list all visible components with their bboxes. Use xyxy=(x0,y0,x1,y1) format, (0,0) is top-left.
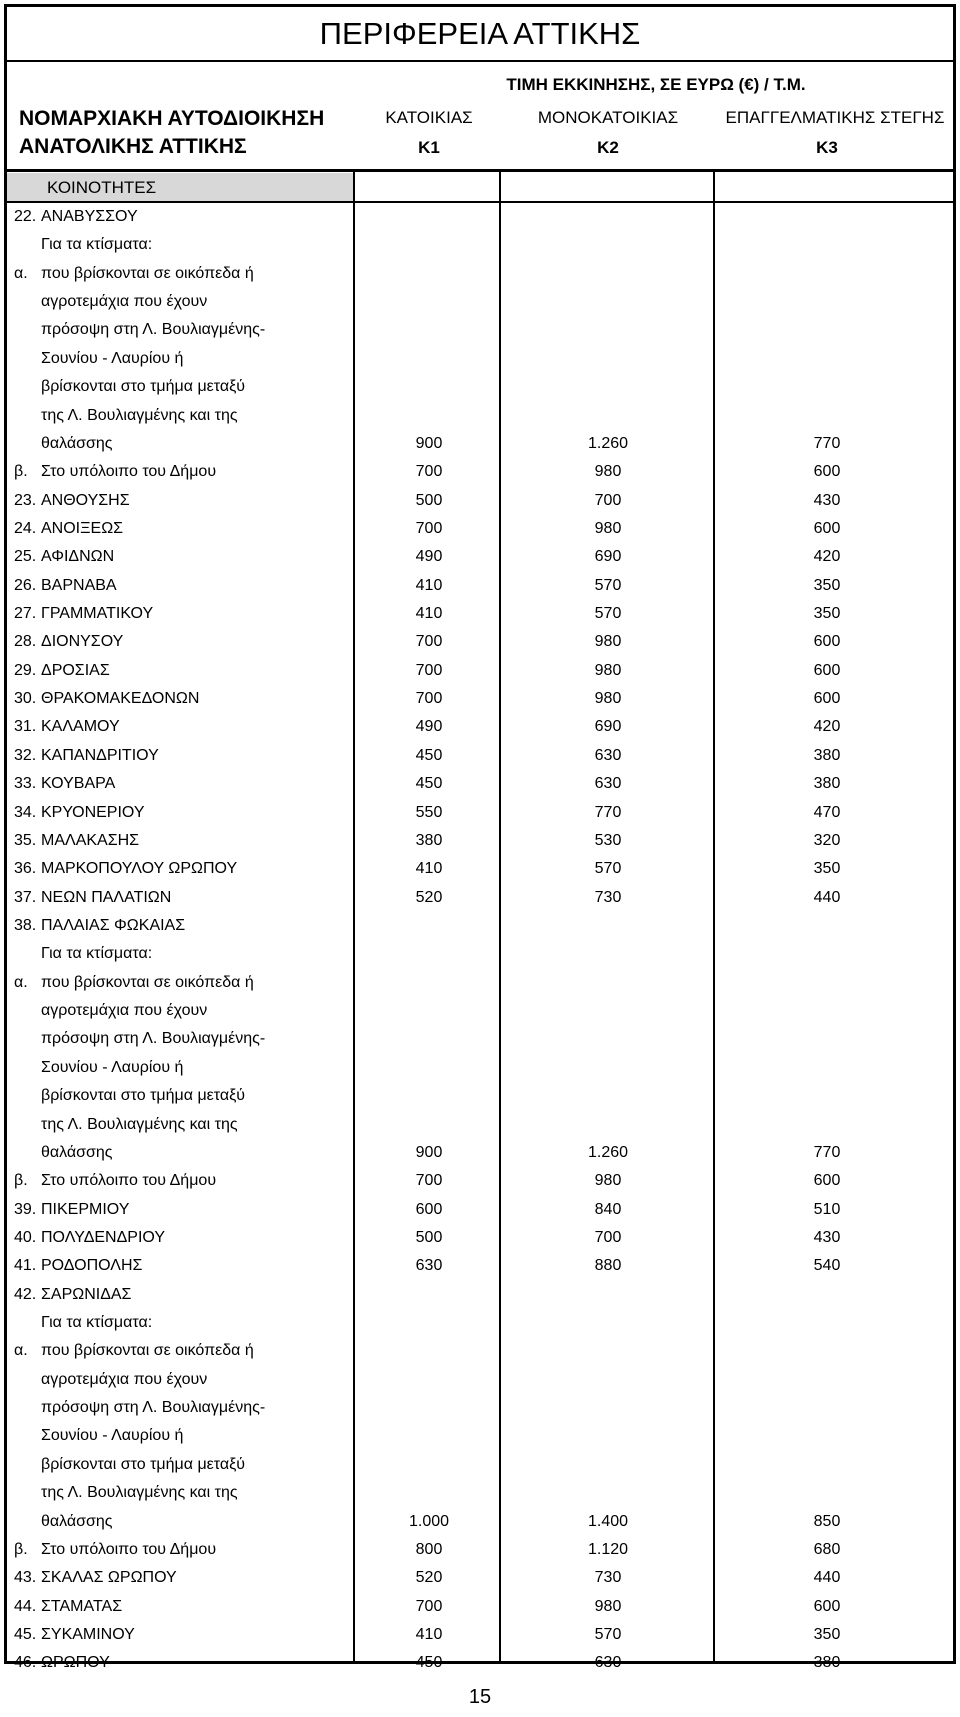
value-k3: 350 xyxy=(813,576,841,594)
table-row xyxy=(7,685,953,713)
value-k2: 630 xyxy=(594,746,622,764)
value-k3: 380 xyxy=(813,775,841,793)
value-k2: 690 xyxy=(594,718,622,736)
price-title: ΤΙΜΗ ΕΚΚΙΝΗΣΗΣ, ΣΕ ΕΥΡΩ (€) / Τ.Μ. xyxy=(506,75,806,94)
row-label: της Λ. Βουλιαγμένης και της xyxy=(41,1115,238,1133)
value-k3: 440 xyxy=(813,888,841,906)
table-row xyxy=(7,572,953,600)
table-row xyxy=(7,1139,953,1167)
table-row xyxy=(7,940,953,968)
value-k2: 980 xyxy=(594,519,622,537)
table-row xyxy=(7,827,953,855)
row-number: 30. xyxy=(14,690,37,708)
table-row xyxy=(7,1479,953,1507)
row-label: ΓΡΑΜΜΑΤΙΚΟΥ xyxy=(41,605,154,623)
table-row xyxy=(7,487,953,515)
row-label: Σουνίου - Λαυρίου ή xyxy=(41,1427,184,1445)
table-row xyxy=(7,1366,953,1394)
table-row xyxy=(7,799,953,827)
row-number: 22. xyxy=(14,208,37,225)
row-label: ΚΡΥΟΝΕΡΙΟΥ xyxy=(41,803,145,821)
table-row xyxy=(7,373,953,401)
value-k1: 490 xyxy=(415,718,443,736)
row-label: ΜΑΡΚΟΠΟΥΛΟΥ ΩΡΩΠΟΥ xyxy=(41,860,238,878)
table-row xyxy=(7,855,953,883)
row-number: 26. xyxy=(14,576,37,594)
value-k3: 350 xyxy=(813,605,841,623)
row-label: που βρίσκονται σε οικόπεδα ή xyxy=(41,264,254,282)
value-k2: 980 xyxy=(594,690,622,708)
row-label: ΑΝΘΟΥΣΗΣ xyxy=(41,491,130,509)
col1-code: Κ1 xyxy=(418,138,440,157)
table-row xyxy=(7,657,953,685)
row-number: 40. xyxy=(14,1228,37,1246)
value-k2: 570 xyxy=(594,576,622,594)
row-number: 41. xyxy=(14,1257,37,1275)
table-row xyxy=(7,1025,953,1053)
table-row xyxy=(7,1054,953,1082)
value-k3: 600 xyxy=(813,633,841,651)
value-k1: 700 xyxy=(415,633,443,651)
value-k3: 600 xyxy=(813,661,841,679)
value-k3: 600 xyxy=(813,519,841,537)
value-k3: 770 xyxy=(813,1143,841,1161)
row-label: ΑΦΙΔΝΩΝ xyxy=(41,548,115,566)
value-k3: 850 xyxy=(813,1512,841,1530)
table-row xyxy=(7,1422,953,1450)
value-k2: 980 xyxy=(594,1172,622,1190)
value-k2: 880 xyxy=(594,1257,622,1275)
row-number: 27. xyxy=(14,605,37,623)
row-label: ΚΑΛΑΜΟΥ xyxy=(41,718,120,736)
value-k1: 800 xyxy=(415,1540,443,1558)
value-k2: 730 xyxy=(594,1569,622,1587)
row-number: 34. xyxy=(14,803,37,821)
table-row xyxy=(7,316,953,344)
value-k2: 690 xyxy=(594,548,622,566)
row-label: Για τα κτίσματα: xyxy=(41,945,153,963)
row-label: ΠΟΛΥΔΕΝΔΡΙΟΥ xyxy=(41,1228,166,1246)
value-k2: 570 xyxy=(594,1625,622,1643)
header-divider-top xyxy=(7,60,953,62)
row-number: 44. xyxy=(14,1597,37,1615)
row-label: Σουνίου - Λαυρίου ή xyxy=(41,1058,184,1076)
row-label: ΔΡΟΣΙΑΣ xyxy=(41,661,110,679)
table-row xyxy=(7,912,953,940)
table-row xyxy=(7,713,953,741)
row-label: βρίσκονται στο τμήμα μεταξύ xyxy=(41,1455,246,1473)
value-k1: 410 xyxy=(415,576,443,594)
table-row xyxy=(7,884,953,912)
row-label: της Λ. Βουλιαγμένης και της xyxy=(41,1484,238,1502)
row-number: 32. xyxy=(14,746,37,764)
value-k3: 680 xyxy=(813,1540,841,1558)
table-row xyxy=(7,260,953,288)
row-label: Σουνίου - Λαυρίου ή xyxy=(41,349,184,367)
row-label: ΣΥΚΑΜΙΝΟΥ xyxy=(41,1625,135,1643)
value-k1: 450 xyxy=(415,775,443,793)
value-k1: 700 xyxy=(415,690,443,708)
row-label: πρόσοψη στη Λ. Βουλιαγμένης- xyxy=(41,1030,266,1048)
value-k3: 440 xyxy=(813,1569,841,1587)
price-table-frame xyxy=(4,4,956,1672)
table-row xyxy=(7,600,953,628)
row-label: της Λ. Βουλιαγμένης και της xyxy=(41,406,238,424)
row-number: 29. xyxy=(14,661,37,679)
table-row xyxy=(7,430,953,458)
region-title: ΠΕΡΙΦΕΡΕΙΑ ΑΤΤΙΚΗΣ xyxy=(319,16,641,51)
value-k2: 1.260 xyxy=(587,434,629,452)
table-row xyxy=(7,1451,953,1479)
row-number: α. xyxy=(14,264,28,282)
table-row xyxy=(7,515,953,543)
value-k2: 1.260 xyxy=(587,1143,629,1161)
table-row xyxy=(7,969,953,997)
value-k2: 980 xyxy=(594,463,622,481)
row-number: 24. xyxy=(14,519,37,537)
table-row xyxy=(7,1281,953,1309)
row-number: β. xyxy=(14,1540,28,1558)
value-k1: 630 xyxy=(415,1257,443,1275)
row-label: ΣΤΑΜΑΤΑΣ xyxy=(41,1597,123,1615)
value-k1: 380 xyxy=(415,831,443,849)
value-k2: 1.120 xyxy=(587,1540,629,1558)
table-row xyxy=(7,1196,953,1224)
row-label: ΝΕΩΝ ΠΑΛΑΤΙΩΝ xyxy=(41,888,172,906)
value-k3: 320 xyxy=(813,831,841,849)
row-label: βρίσκονται στο τμήμα μεταξύ xyxy=(41,378,246,396)
row-label: ΩΡΩΠΟΥ xyxy=(41,1654,110,1672)
row-label: Στο υπόλοιπο του Δήμου xyxy=(41,1540,217,1558)
row-number: 37. xyxy=(14,888,37,906)
row-label: ΜΑΛΑΚΑΣΗΣ xyxy=(41,831,140,849)
value-k1: 900 xyxy=(415,434,443,452)
value-k3: 430 xyxy=(813,491,841,509)
value-k1: 500 xyxy=(415,1228,443,1246)
table-row xyxy=(7,742,953,770)
row-label: αγροτεμάχια που έχουν xyxy=(41,1002,208,1020)
value-k1: 1.000 xyxy=(408,1512,450,1530)
value-k2: 630 xyxy=(594,1654,622,1672)
row-number: α. xyxy=(14,1342,28,1360)
table-row xyxy=(7,543,953,571)
row-number: 35. xyxy=(14,831,37,849)
authority-title-line2: ΑΝΑΤΟΛΙΚΗΣ ΑΤΤΙΚΗΣ xyxy=(19,135,247,158)
value-k3: 380 xyxy=(813,746,841,764)
value-k3: 350 xyxy=(813,1625,841,1643)
table-row xyxy=(7,1309,953,1337)
value-k1: 600 xyxy=(415,1200,443,1218)
row-number: 39. xyxy=(14,1200,37,1218)
table-row xyxy=(7,1536,953,1564)
value-k1: 410 xyxy=(415,605,443,623)
row-label: ΣΚΑΛΑΣ ΩΡΩΠΟΥ xyxy=(41,1569,177,1587)
value-k3: 470 xyxy=(813,803,841,821)
table-row xyxy=(7,402,953,430)
value-k2: 1.400 xyxy=(587,1512,629,1530)
value-k2: 700 xyxy=(594,1228,622,1246)
row-label: ΑΝΑΒΥΣΣΟΥ xyxy=(41,208,138,225)
row-label: πρόσοψη στη Λ. Βουλιαγμένης- xyxy=(41,1399,266,1417)
row-number: 36. xyxy=(14,860,37,878)
row-number: α. xyxy=(14,973,28,991)
communities-label: ΚΟΙΝΟΤΗΤΕΣ xyxy=(47,178,157,197)
row-label: αγροτεμάχια που έχουν xyxy=(41,293,208,311)
col1-header: ΚΑΤΟΙΚΙΑΣ xyxy=(385,108,473,127)
value-k2: 630 xyxy=(594,775,622,793)
table-row xyxy=(7,288,953,316)
row-number: β. xyxy=(14,1172,28,1190)
row-number: 33. xyxy=(14,775,37,793)
row-label: ΑΝΟΙΞΕΩΣ xyxy=(41,519,124,537)
table-row xyxy=(7,770,953,798)
col3-header: ΕΠΑΓΓΕΛΜΑΤΙΚΗΣ ΣΤΕΓΗΣ xyxy=(725,108,945,127)
header-divider-bottom xyxy=(7,169,953,172)
row-label: Για τα κτίσματα: xyxy=(41,236,153,254)
row-label: που βρίσκονται σε οικόπεδα ή xyxy=(41,973,254,991)
row-label: πρόσοψη στη Λ. Βουλιαγμένης- xyxy=(41,321,266,339)
value-k3: 540 xyxy=(813,1257,841,1275)
value-k2: 980 xyxy=(594,661,622,679)
row-label: θαλάσσης xyxy=(41,434,113,452)
row-label: Στο υπόλοιπο του Δήμου xyxy=(41,463,217,481)
community-rows xyxy=(7,203,953,1678)
row-number: 45. xyxy=(14,1625,37,1643)
table-row xyxy=(7,628,953,656)
value-k3: 600 xyxy=(813,690,841,708)
row-label: ΚΑΠΑΝΔΡΙΤΙΟΥ xyxy=(41,746,159,764)
table-row xyxy=(7,1508,953,1536)
table-row xyxy=(7,345,953,373)
row-label: βρίσκονται στο τμήμα μεταξύ xyxy=(41,1087,246,1105)
col2-header: ΜΟΝΟΚΑΤΟΙΚΙΑΣ xyxy=(537,108,679,127)
table-row xyxy=(7,203,953,231)
row-number: β. xyxy=(14,463,28,481)
row-label: ΠΙΚΕΡΜΙΟΥ xyxy=(41,1200,130,1218)
value-k3: 420 xyxy=(813,548,841,566)
value-k1: 700 xyxy=(415,661,443,679)
row-label: ΚΟΥΒΑΡΑ xyxy=(41,775,116,793)
table-row xyxy=(7,1082,953,1110)
value-k1: 410 xyxy=(415,860,443,878)
value-k2: 980 xyxy=(594,633,622,651)
table-row xyxy=(7,1621,953,1649)
value-k3: 600 xyxy=(813,1172,841,1190)
table-row xyxy=(7,1394,953,1422)
value-k1: 700 xyxy=(415,519,443,537)
value-k2: 980 xyxy=(594,1597,622,1615)
value-k2: 570 xyxy=(594,860,622,878)
table-row xyxy=(7,1252,953,1280)
table-row xyxy=(7,1649,953,1677)
value-k2: 730 xyxy=(594,888,622,906)
row-label: που βρίσκονται σε οικόπεδα ή xyxy=(41,1342,254,1360)
row-number: 31. xyxy=(14,718,37,736)
value-k2: 770 xyxy=(594,803,622,821)
value-k1: 490 xyxy=(415,548,443,566)
value-k1: 410 xyxy=(415,1625,443,1643)
row-label: ΡΟΔΟΠΟΛΗΣ xyxy=(41,1257,143,1275)
page-number: 15 xyxy=(468,1686,492,1708)
row-label: ΒΑΡΝΑΒΑ xyxy=(41,576,117,594)
authority-title-line1: ΝΟΜΑΡΧΙΑΚΗ ΑΥΤΟΔΙΟΙΚΗΣΗ xyxy=(19,107,325,130)
table-row xyxy=(7,1593,953,1621)
row-number: 46. xyxy=(14,1654,37,1672)
value-k2: 530 xyxy=(594,831,622,849)
value-k3: 430 xyxy=(813,1228,841,1246)
table-row xyxy=(7,1167,953,1195)
table-row xyxy=(7,1564,953,1592)
row-number: 25. xyxy=(14,548,37,566)
col2-code: Κ2 xyxy=(597,138,619,157)
row-label: Στο υπόλοιπο του Δήμου xyxy=(41,1172,217,1190)
value-k1: 550 xyxy=(415,803,443,821)
row-label: αγροτεμάχια που έχουν xyxy=(41,1370,208,1388)
row-number: 28. xyxy=(14,633,37,651)
table-row xyxy=(7,231,953,259)
value-k3: 770 xyxy=(813,434,841,452)
row-label: θαλάσσης xyxy=(41,1143,113,1161)
row-label: ΣΑΡΩΝΙΔΑΣ xyxy=(41,1285,132,1303)
table-row xyxy=(7,458,953,486)
value-k3: 600 xyxy=(813,1597,841,1615)
table-row xyxy=(7,997,953,1025)
row-label: ΠΑΛΑΙΑΣ ΦΩΚΑΙΑΣ xyxy=(41,916,186,934)
row-number: 38. xyxy=(14,916,37,934)
value-k3: 420 xyxy=(813,718,841,736)
value-k2: 840 xyxy=(594,1200,622,1218)
value-k1: 500 xyxy=(415,491,443,509)
value-k1: 450 xyxy=(415,1654,443,1672)
row-number: 42. xyxy=(14,1285,37,1303)
value-k3: 600 xyxy=(813,463,841,481)
row-number: 43. xyxy=(14,1569,37,1587)
value-k1: 520 xyxy=(415,888,443,906)
value-k3: 350 xyxy=(813,860,841,878)
value-k1: 700 xyxy=(415,1597,443,1615)
value-k3: 380 xyxy=(813,1654,841,1672)
value-k2: 570 xyxy=(594,605,622,623)
value-k1: 700 xyxy=(415,463,443,481)
col3-code: Κ3 xyxy=(816,138,838,157)
row-label: ΔΙΟΝΥΣΟΥ xyxy=(41,633,124,651)
row-label: Για τα κτίσματα: xyxy=(41,1314,153,1332)
value-k1: 700 xyxy=(415,1172,443,1190)
value-k1: 900 xyxy=(415,1143,443,1161)
value-k2: 700 xyxy=(594,491,622,509)
value-k3: 510 xyxy=(813,1200,841,1218)
row-number: 23. xyxy=(14,491,37,509)
value-k1: 450 xyxy=(415,746,443,764)
table-row xyxy=(7,1111,953,1139)
table-row xyxy=(7,1337,953,1365)
row-label: ΘΡΑΚΟΜΑΚΕΔΟΝΩΝ xyxy=(41,690,200,708)
table-row xyxy=(7,1224,953,1252)
value-k1: 520 xyxy=(415,1569,443,1587)
row-label: θαλάσσης xyxy=(41,1512,113,1530)
